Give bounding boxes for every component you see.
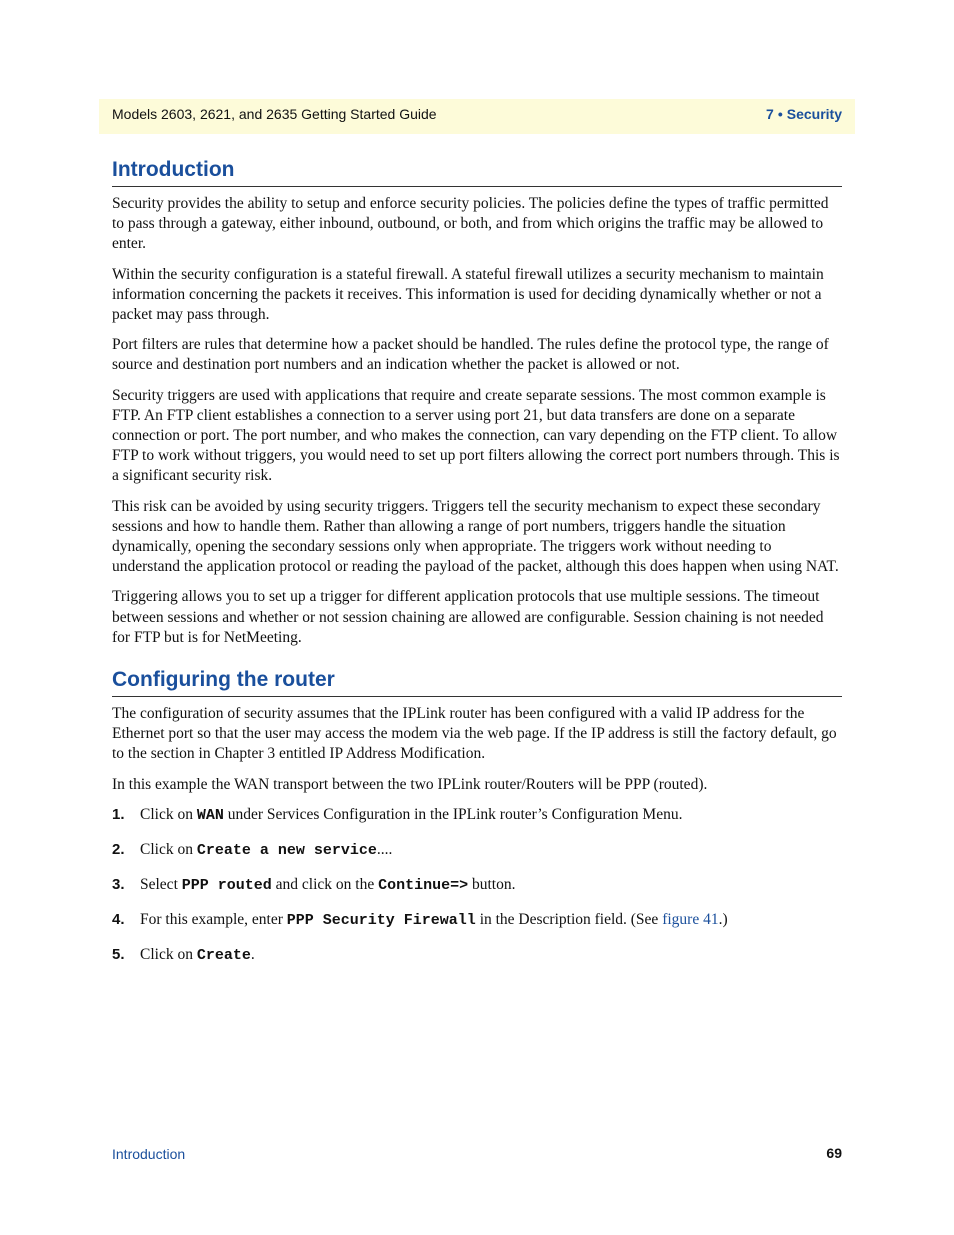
intro-paragraph: Security triggers are used with applications that require and create separate sessions. The most common example is FTP. An FTP client establishes a connection to a server using port 21, but data transfers are done on a separate connection or port. The port number, and who makes the connection, can vary depending on the FTP client. To allow FTP to work without triggers, you would need to set up port filters allowing the correct port numbers through. This is a significant security risk. [112,386,840,485]
intro-paragraph: Port filters are rules that determine how a packet should be handled. The rules define the protocol type, the range of source and destination port numbers and an indication whether the packet is allowed or not. [112,336,829,374]
guide-title: Models 2603, 2621, and 2635 Getting Started Guide [112,106,437,122]
code-create-new-service: Create a new service [196,841,377,859]
step-text: Click on [140,805,197,823]
footer-section-link[interactable]: Introduction [112,1146,186,1162]
code-ppp-routed: PPP routed [181,876,272,894]
step-text: button. [468,875,516,893]
code-continue: Continue=> [378,876,469,894]
section-heading-configuring: Configuring the router [112,668,842,697]
intro-paragraph: This risk can be avoided by using security triggers. Triggers tell the security mechanism to expect these secondary sessions and how to handle them. Rather than allowing a range of port numbers, triggers handle the situation dynamically, opening the secondary sessions only when appropriate. The triggers work without needing to understand the application protocol or reading the payload of the packet, although this does happen when using NAT. [112,497,839,576]
intro-paragraph: Triggering allows you to set up a trigger for different application protocols that use multiple sessions. The timeout between sessions and whether or not session chaining are allowed are configurable. Session chaining is not needed for FTP but is for NetMeeting. [112,588,824,646]
code-create: Create [196,946,251,964]
step-text: For this example, enter [140,910,287,928]
step-item [112,875,842,896]
step-text: in the Description field. (See [475,910,663,928]
step-text: .... [376,840,393,858]
step-item [112,840,842,861]
step-text: .) [718,910,728,928]
intro-paragraph: Security provides the ability to setup and enforce security policies. The policies define the types of traffic permitted to pass through a gateway, either inbound, outbound, or both, and from which origins the traffic may be allowed to enter. [112,195,829,253]
code-ppp-security-firewall: PPP Security Firewall [286,911,476,929]
step-text: . [250,945,255,963]
step-number: 5. [112,945,125,963]
step-item [112,910,842,931]
step-text: Select [140,875,182,893]
chapter-title: Security [786,106,842,122]
step-number: 2. [112,840,125,858]
step-item [112,805,842,826]
step-text: and click on the [271,875,379,893]
step-text: Click on [140,945,197,963]
step-number: 3. [112,875,125,893]
chapter-reference [766,106,842,122]
chapter-number: 7 [766,106,774,122]
config-paragraph: In this example the WAN transport between the two IPLink router/Routers will be PPP (routed). [112,775,708,793]
figure-41-link[interactable]: figure 41 [662,910,719,928]
section-heading-introduction: Introduction [112,158,842,187]
running-header [99,99,855,134]
step-text: under Services Configuration in the IPLink router’s Configuration Menu. [223,805,683,823]
step-item [112,945,842,966]
page-body [112,158,842,980]
step-number: 1. [112,805,125,823]
step-list [112,805,842,966]
step-text: Click on [140,840,197,858]
config-paragraph: The configuration of security assumes that the IPLink router has been configured with a valid IP address for the Ethernet port so that the user may access the modem via the web page. If the IP address is still the factory default, go to the section in Chapter 3 entitled IP Address Modification. [112,705,837,763]
step-number: 4. [112,910,125,928]
bullet-separator: • [777,106,783,122]
code-wan: WAN [196,806,224,824]
page-number: 69 [826,1145,842,1161]
intro-paragraph: Within the security configuration is a stateful firewall. A stateful firewall utilizes a security mechanism to maintain information concerning the packets it receives. This information is used for deciding dynamically whether or not a packet may pass through. [112,265,824,324]
